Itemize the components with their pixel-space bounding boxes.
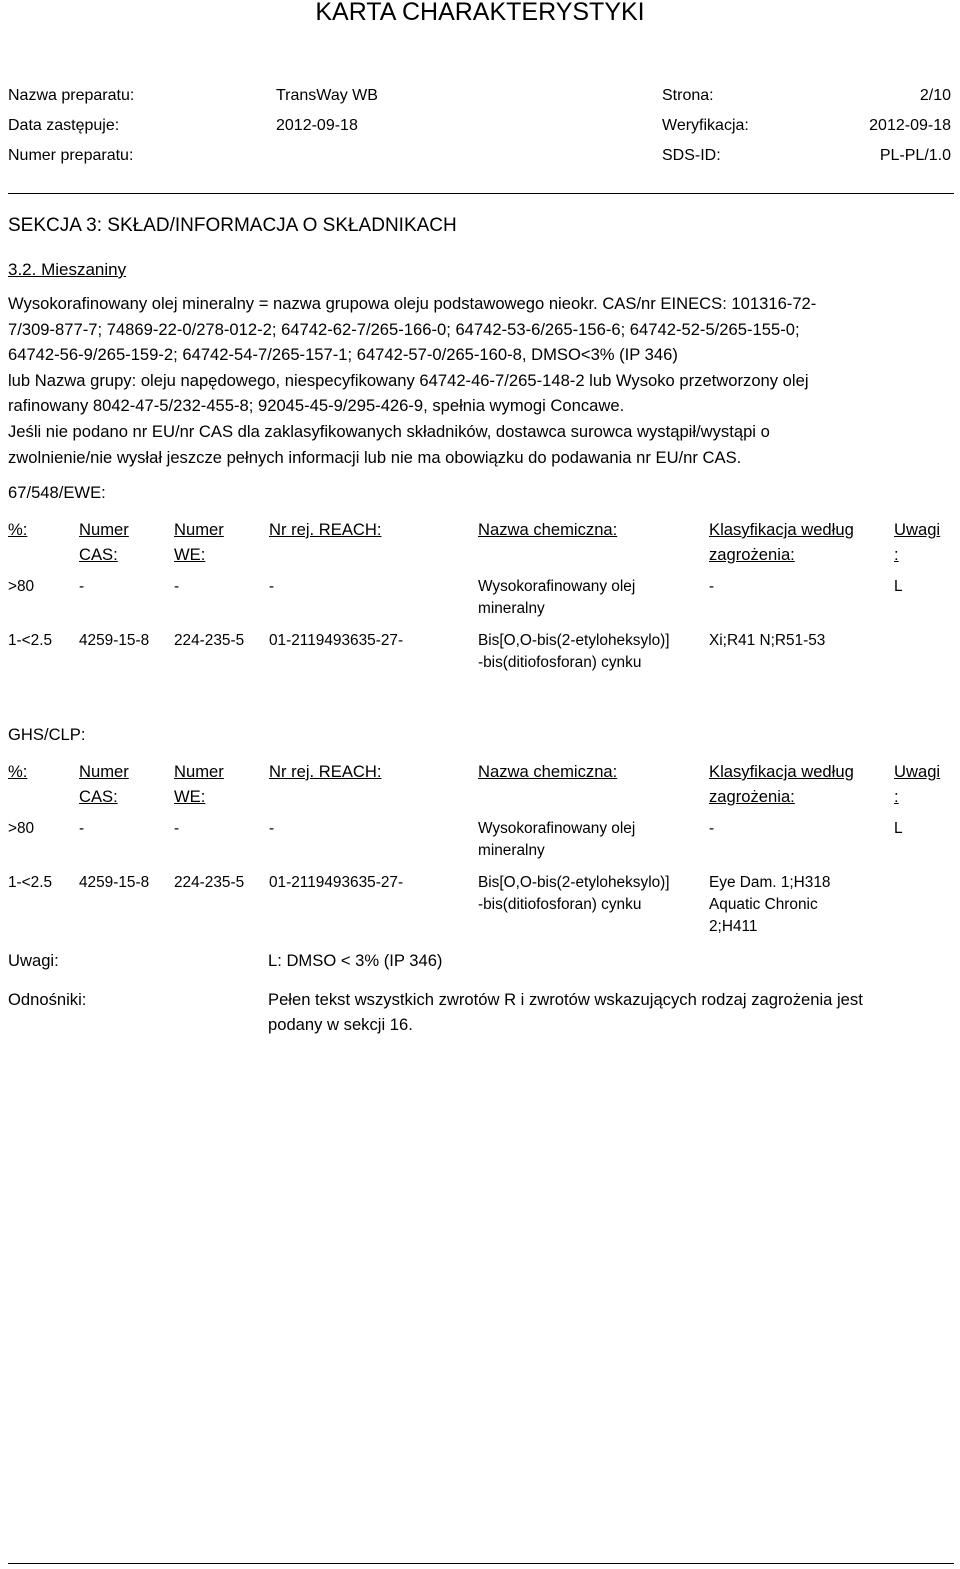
- cell-we: 224-235-5: [174, 632, 245, 649]
- col-chemical-name: Nazwa chemiczna:: [478, 762, 618, 781]
- notes-label: Uwagi:: [8, 951, 59, 970]
- verification-label: Weryfikacja:: [662, 117, 749, 134]
- description-line: rafinowany 8042-47-5/232-455-8; 92045-45-9/295-426-9, spełnia wymogi Concawe.: [8, 396, 625, 416]
- col-we: Numer: [174, 520, 224, 539]
- page-label: Strona:: [662, 87, 714, 104]
- col-classification: zagrożenia:: [709, 787, 795, 806]
- product-name-label: Nazwa preparatu:: [8, 87, 135, 104]
- cell-reach: -: [269, 578, 275, 595]
- cell-we: -: [174, 578, 180, 595]
- cell-cas: 4259-15-8: [79, 874, 150, 891]
- description-line: Wysokorafinowany olej mineralny = nazwa grupowa oleju podstawowego nieokr. CAS/nr EINECS: 101316-72-: [8, 294, 817, 313]
- description-line: 7/309-877-7; 74869-22-0/278-012-2; 64742-62-7/265-166-0; 64742-53-6/265-156-6; 64742-52-5/265-155-0;: [8, 319, 800, 339]
- cell-classification: 2;H411: [709, 918, 758, 935]
- cell-we: 224-235-5: [174, 874, 245, 891]
- references-label: Odnośniki:: [8, 990, 87, 1009]
- col-cas: CAS:: [79, 787, 118, 806]
- notes-text: L: DMSO < 3% (IP 346): [268, 951, 443, 970]
- cell-reach: -: [269, 820, 275, 837]
- cell-cas: -: [79, 820, 85, 837]
- subsection-title: 3.2. Mieszaniny: [8, 260, 127, 279]
- references-text: Pełen tekst wszystkich zwrotów R i zwrotów wskazujących rodzaj zagrożenia jest: [268, 990, 863, 1009]
- cell-classification: Aquatic Chronic: [709, 896, 818, 913]
- composition-description: [8, 291, 958, 470]
- cell-percent: >80: [8, 820, 35, 837]
- cell-reach: 01-2119493635-27-: [269, 632, 404, 649]
- col-cas: Numer: [79, 520, 129, 539]
- cell-notes: L: [894, 578, 903, 595]
- supersedes-label: Data zastępuje:: [8, 117, 120, 134]
- cell-chemical-name: Bis[O,O-bis(2-etyloheksylo)]: [478, 632, 670, 649]
- cell-cas: 4259-15-8: [79, 632, 150, 649]
- supersedes-date: 2012-09-18: [276, 117, 358, 134]
- product-number-label: Numer preparatu:: [8, 147, 134, 164]
- product-name: TransWay WB: [276, 87, 378, 104]
- verification-date: 2012-09-18: [869, 117, 951, 134]
- section-title: SEKCJA 3: SKŁAD/INFORMACJA O SKŁADNIKACH: [8, 215, 457, 236]
- cell-notes: L: [894, 820, 903, 837]
- col-classification: Klasyfikacja według: [709, 520, 854, 539]
- cell-chemical-name: Bis[O,O-bis(2-etyloheksylo)]: [478, 874, 670, 891]
- col-we: Numer: [174, 762, 224, 781]
- cell-classification: -: [709, 578, 715, 595]
- cell-classification: Xi;R41 N;R51-53: [709, 632, 826, 649]
- col-reach: Nr rej. REACH:: [269, 520, 382, 539]
- col-we: WE:: [174, 545, 206, 564]
- document-title: KARTA CHARAKTERYSTYKI: [315, 0, 645, 26]
- cell-percent: 1-<2.5: [8, 632, 53, 649]
- col-notes: :: [894, 787, 899, 806]
- col-classification: zagrożenia:: [709, 545, 795, 564]
- cell-reach: 01-2119493635-27-: [269, 874, 404, 891]
- header-divider: [8, 193, 954, 194]
- description-line: 64742-56-9/265-159-2; 64742-54-7/265-157-1; 64742-57-0/265-160-8, DMSO<3% (IP 346): [8, 345, 678, 365]
- clp-table-label: GHS/CLP:: [8, 725, 86, 744]
- description-line: Jeśli nie podano nr EU/nr CAS dla zaklasyfikowanych składników, dostawca surowca wystąpił/wystąpi o: [8, 421, 770, 441]
- col-chemical-name: Nazwa chemiczna:: [478, 520, 618, 539]
- description-line: zwolnienie/nie wysłał jeszcze pełnych informacji lub nie ma obowiązku do podawania nr EU/nr CAS.: [8, 447, 742, 467]
- col-reach: Nr rej. REACH:: [269, 762, 382, 781]
- cell-cas: -: [79, 578, 85, 595]
- col-notes: :: [894, 545, 899, 564]
- col-percent: %:: [8, 520, 28, 539]
- ewe-table-label: 67/548/EWE:: [8, 483, 106, 502]
- cell-chemical-name: Wysokorafinowany olej: [478, 578, 636, 595]
- cell-percent: >80: [8, 578, 35, 595]
- col-we: WE:: [174, 787, 206, 806]
- cell-chemical-name: -bis(ditiofosforan) cynku: [478, 896, 642, 913]
- description-line: lub Nazwa grupy: oleju napędowego, niespecyfikowany 64742-46-7/265-148-2 lub Wysoko przetworzony olej: [8, 370, 809, 390]
- cell-chemical-name: Wysokorafinowany olej: [478, 820, 636, 837]
- cell-chemical-name: mineralny: [478, 842, 545, 859]
- cell-classification: Eye Dam. 1;H318: [709, 874, 831, 891]
- sds-id: PL-PL/1.0: [879, 147, 951, 164]
- cell-we: -: [174, 820, 180, 837]
- cell-classification: -: [709, 820, 715, 837]
- sds-id-label: SDS-ID:: [662, 147, 721, 164]
- col-cas: Numer: [79, 762, 129, 781]
- references-text: podany w sekcji 16.: [268, 1015, 413, 1034]
- col-percent: %:: [8, 762, 28, 781]
- cell-chemical-name: -bis(ditiofosforan) cynku: [478, 654, 642, 671]
- col-cas: CAS:: [79, 545, 118, 564]
- cell-percent: 1-<2.5: [8, 874, 53, 891]
- footer-divider: [8, 1563, 954, 1564]
- col-classification: Klasyfikacja według: [709, 762, 854, 781]
- page-number: 2/10: [919, 87, 951, 104]
- cell-chemical-name: mineralny: [478, 600, 545, 617]
- col-notes: Uwagi: [894, 762, 941, 781]
- col-notes: Uwagi: [894, 520, 941, 539]
